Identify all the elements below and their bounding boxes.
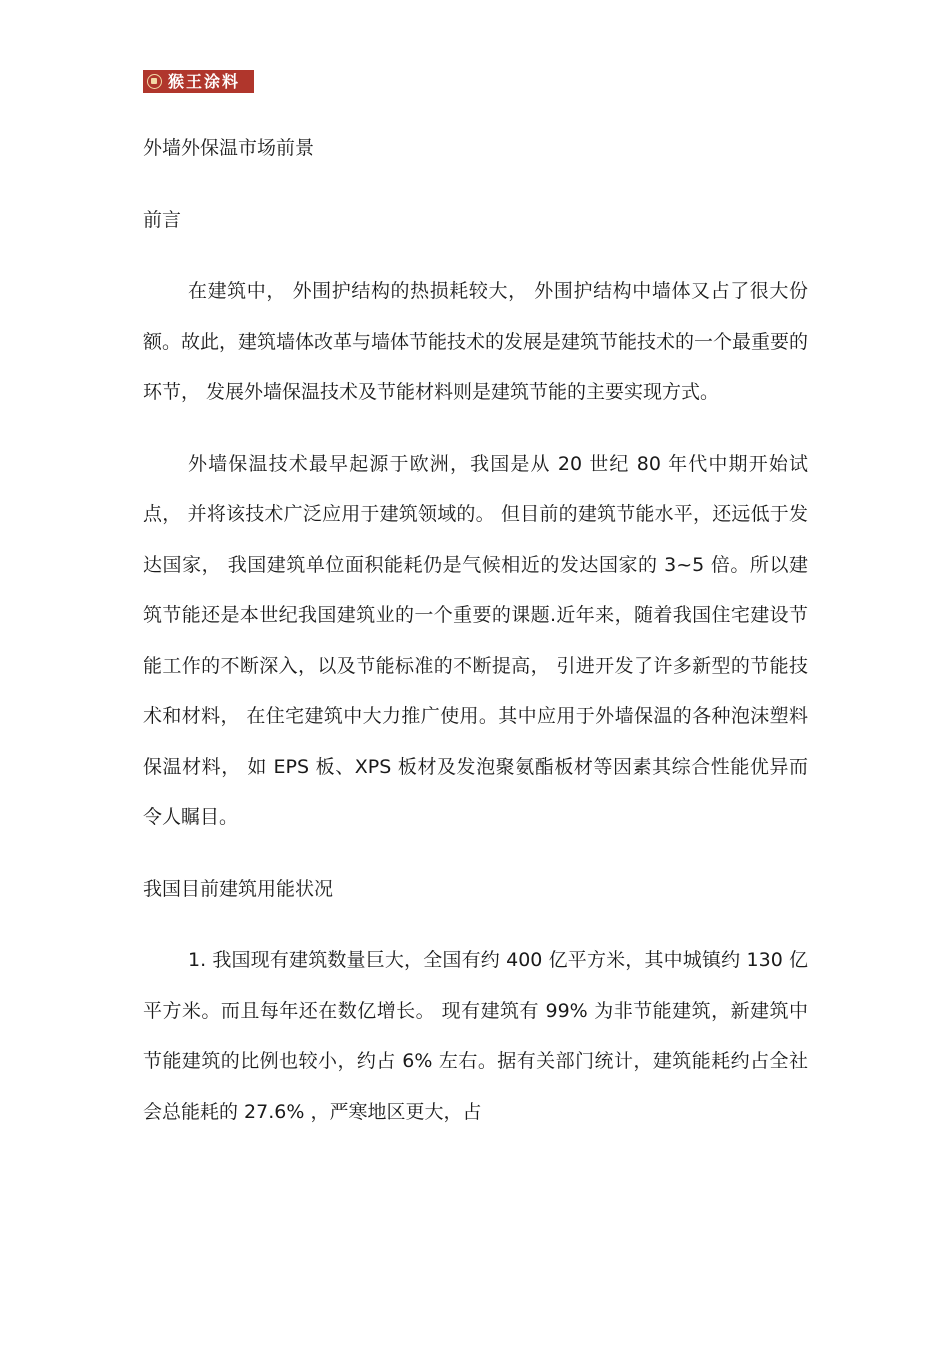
paragraph: 1. 我国现有建筑数量巨大，全国有约 400 亿平方米，其中城镇约 130 亿平方米。而且每年还在数亿增长。 现有建筑有 99% 为非节能建筑，新建筑中节能建筑的比例也较小，约占 6% 左右。据有关部门统计，建筑能耗约占全社会总能耗的 27.6% ，严寒地区更大，占	[143, 949, 808, 1123]
logo-emblem-icon	[147, 74, 162, 89]
logo-text: 猴王涂料	[168, 72, 241, 91]
paragraph: 外墙保温技术最早起源于欧洲，我国是从 20 世纪 80 年代中期开始试点， 并将该技术广泛应用于建筑领域的。 但目前的建筑节能水平，还远低于发达国家， 我国建筑单位面积能耗仍是气候相近的发达国家的 3~5 倍。所以建筑节能还是本世纪我国建筑业的一个重要的课题.近年来，随着我国住宅建设节能工作的不断深入，以及节能标准的不断提高， 引进开发了许多新型的节能技术和材料， 在住宅建筑中大力推广使用。其中应用于外墙保温的各种泡沫塑料保温材料， 如 EPS 板、XPS 板材及发泡聚氨酯板材等因素其综合性能优异而令人瞩目。	[143, 452, 808, 828]
document-body	[143, 123, 808, 1158]
section-heading-status: 我国目前建筑用能状况	[143, 877, 334, 900]
document-title: 外墙外保温市场前景	[143, 137, 315, 159]
paragraph: 在建筑中， 外围护结构的热损耗较大， 外围护结构中墙体又占了很大份额。故此，建筑墙体改革与墙体节能技术的发展是建筑节能技术的一个最重要的环节， 发展外墙保温技术及节能材料则是建筑节能的主要实现方式。	[143, 280, 809, 403]
company-logo	[143, 70, 254, 93]
section-heading-preface: 前言	[143, 208, 182, 231]
